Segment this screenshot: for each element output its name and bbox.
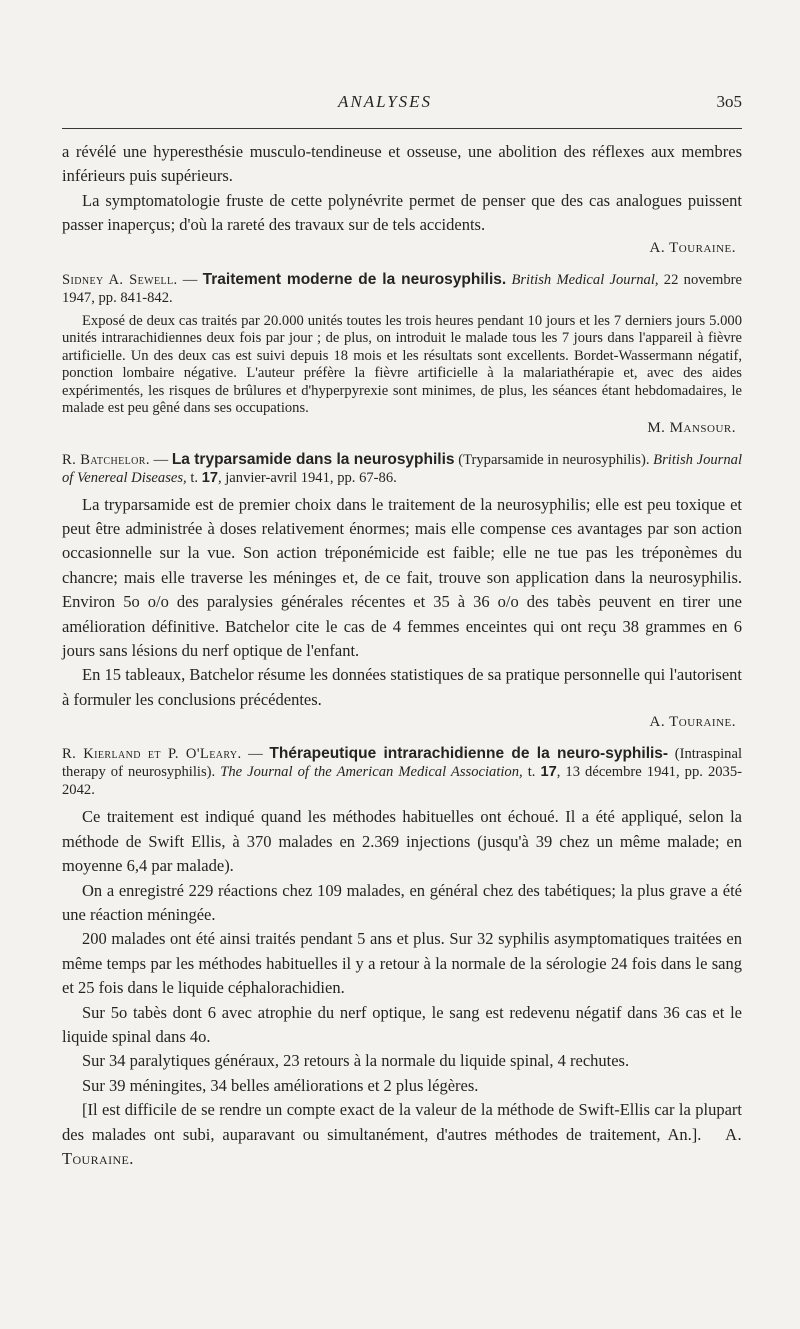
abstract-sewell xyxy=(62,271,742,437)
abstract-batchelor xyxy=(62,451,742,732)
citation-details: , 13 décembre 1941, pp. 2035-2042. xyxy=(62,764,743,799)
abstract-body: Exposé de deux cas traités par 20.000 unités toutes les trois heures pendant 10 jours et les 7 derniers jours 5.000 unités intrarachidiennes deux fois par jour ; de plus, on introduit le malade tous les 7 jours dans l'appareil à fièvre artificielle. Un des deux cas est suivi depuis 18 mois et les résultats sont excellents. Bordet-Wassermann négatif, ponction lombaire négative. L'auteur préfère la fièvre artificielle à la malariathérapie et, avec des aides expérimentés, les risques de brûlures et d'hyperpyrexie sont minimes, de plus, les séances étant hebdomadaires, le malade est peu gêné dans ses occupations. xyxy=(62,312,742,417)
abstract-paragraph-1: La tryparsamide est de premier choix dans le traitement de la neurosyphilis; elle est peu toxique et peut être administrée à doses relativement énormes; mais elle compense ces avantages par son action occasionnelle sur la vue. Son action tréponémicide est faible; elle ne tue pas les tréponèmes du chancre; mais elle traverse les méninges et, de ce fait, trouve son application dans la neurosyphilis. Environ 5o o/o des paralysies générales récentes et 35 à 36 o/o des tabès peuvent en tirer une amélioration définitive. Batchelor cite le cas de 4 femmes enceintes qui ont reçu 38 grammes en 6 jours sans lésions du nerf optique de l'enfant. xyxy=(62,494,742,661)
abstract-signature: A. Touraine. xyxy=(649,714,736,731)
abstract-signature: A. Touraine. xyxy=(62,1124,743,1168)
volume-number: 17 xyxy=(201,469,218,486)
abstract-paragraph-3: 200 malades ont été ainsi traités pendant 5 ans et plus. Sur 32 syphilis asymptomatiques traitées en même temps par les méthodes habituelles il y a retour à la normale de la sérologie 24 fois dans le sang et 25 fois dans le liquide céphalorachidien. xyxy=(62,929,742,998)
dash: — xyxy=(177,271,203,288)
running-title: ANALYSES xyxy=(338,92,433,111)
volume-prefix: t. xyxy=(522,764,541,781)
article-title: Thérapeutique intrarachidienne de la neuro-syphilis- xyxy=(269,745,669,763)
volume-number: 17 xyxy=(540,764,557,781)
abstract-paragraph-4: Sur 5o tabès dont 6 avec atrophie du nerf optique, le sang est redevenu négatif dans 36 cas et le liquide spinal dans 4o. xyxy=(62,1002,742,1046)
volume-prefix: t. xyxy=(186,469,202,486)
author: R. Batchelor. xyxy=(62,451,150,468)
english-title: (Intraspinal therapy of neurosyphilis). xyxy=(62,746,743,781)
dash: — xyxy=(241,746,270,763)
dash: — xyxy=(149,451,172,468)
abstract-paragraph-2: En 15 tableaux, Batchelor résume les données statistiques de sa pratique personnelle qui l'autorisent à formuler les conclusions précédentes. xyxy=(62,665,742,709)
intro-paragraph-1: a révélé une hyperesthésie musculo-tendineuse et osseuse, une abolition des réflexes aux membres inférieurs puis supérieurs. xyxy=(62,142,742,186)
abstract-paragraph-5: Sur 34 paralytiques généraux, 23 retours à la normale du liquide spinal, 4 rechutes. xyxy=(82,1051,630,1071)
editor-note-text: [Il est difficile de se rendre un compte exact de la valeur de la méthode de Swift-Ellis car la plupart des malades ont subi, auparavant ou simultanément, d'autres méthodes de traitement, An.]. xyxy=(62,1100,742,1144)
editor-note xyxy=(62,1098,742,1171)
intro-continuation xyxy=(62,140,742,257)
intro-signature: A. Touraine. xyxy=(649,239,736,256)
header-rule xyxy=(62,128,742,129)
reference-line xyxy=(62,271,742,307)
intro-paragraph-2: La symptomatologie fruste de cette polynévrite permet de penser que des cas analogues puissent passer inaperçus; d'où la rareté des travaux sur de tels accidents. xyxy=(62,190,742,235)
reference-line xyxy=(62,451,742,487)
article-title: Traitement moderne de la neurosyphilis. xyxy=(202,270,507,288)
abstract-paragraph-6: Sur 39 méningites, 34 belles améliorations et 2 plus légères. xyxy=(82,1075,479,1095)
abstract-paragraph-2: On a enregistré 229 réactions chez 109 malades, en général chez des tabétiques; la plus grave a été une réaction méningée. xyxy=(62,880,742,924)
page-body xyxy=(62,140,742,1171)
english-title: (Tryparsamide in neurosyphilis). xyxy=(454,451,650,468)
reference-line xyxy=(62,745,742,799)
journal-name: British Medical Journal, xyxy=(506,271,659,288)
author: R. Kierland et P. O'Leary. xyxy=(62,746,242,763)
citation-details: , janvier-avril 1941, pp. 67-86. xyxy=(217,469,397,486)
abstract-kierland xyxy=(62,745,742,1171)
abstract-signature: M. Mansour. xyxy=(647,419,736,436)
article-title: La tryparsamide dans la neurosyphilis xyxy=(171,450,455,468)
page-number: 3o5 xyxy=(716,92,742,111)
abstract-paragraph-1: Ce traitement est indiqué quand les méthodes habituelles ont échoué. Il a été appliqué, selon la méthode de Swift Ellis, à 370 malades en 2.369 injections (jusqu'à 39 chez un même malade; en moyenne 6,4 par malade). xyxy=(62,807,742,876)
journal-name: The Journal of the American Medical Association, xyxy=(215,764,523,781)
citation-details: 22 novembre 1947, pp. 841-842. xyxy=(62,271,743,306)
page-header xyxy=(62,92,742,120)
journal-name: British Journal of Venereal Diseases, xyxy=(62,451,743,486)
author: Sidney A. Sewell. xyxy=(62,271,178,288)
